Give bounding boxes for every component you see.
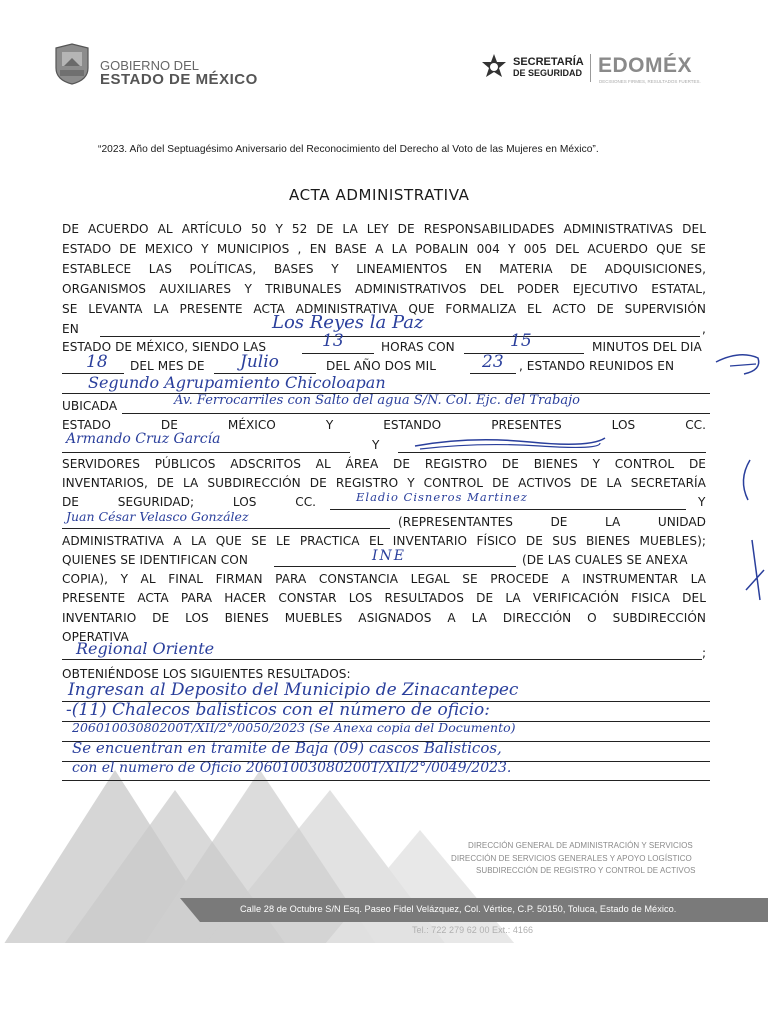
word: MÉXICO [227, 418, 276, 432]
field-line-anio [470, 373, 516, 374]
gobierno-line1: GOBIERNO DEL [100, 58, 199, 73]
intro-line: SE LEVANTA LA PRESENTE ACTA ADMINISTRATIVA QUE FORMALIZA EL ACTO DE SUPERVISIÓN [62, 302, 706, 316]
handwritten-result: 20601003080200T/XII/2°/0050/2023 (Se Anexa copia del Documento) [72, 720, 516, 735]
footer-phone: Tel.: 722 279 62 00 Ext.: 4166 [412, 925, 534, 935]
field-line-lugar [100, 336, 700, 337]
handwritten-cc2: Eladio Cisneros Martinez [356, 490, 528, 504]
handwritten-operativa: Regional Oriente [76, 639, 215, 658]
edomex-subtitle: DECISIONES FIRMES, RESULTADOS FUERTES. [599, 79, 701, 84]
header-divider [590, 54, 591, 82]
label-en: EN [62, 322, 79, 336]
field-line-ubicada [122, 413, 710, 414]
administrativa-line: ADMINISTRATIVA A LA QUE SE LE PRACTICA EL INVENTARIO FÍSICO DE SUS BIENES MUEBLES); [62, 534, 706, 548]
servidores-line: INVENTARIOS, DE LA SUBDIRECCIÓN DE REGISTRO Y CONTROL DE ACTIVOS DE LA SECRETARÍA [62, 476, 706, 490]
gobierno-logo [52, 42, 92, 86]
footer-address: Calle 28 de Octubre S/N Esq. Paseo Fidel Velázquez, Col. Vértice, C.P. 50150, Toluca, Estado de México. [240, 904, 677, 914]
handwritten-lugar: Los Reyes la Paz [272, 312, 424, 333]
footer-subdireccion: SUBDIRECCIÓN DE REGISTRO Y CONTROL DE ACTIVOS [476, 866, 696, 875]
word: UNIDAD [657, 515, 706, 529]
handwritten-minutos: 15 [510, 331, 532, 351]
word: CC. [295, 495, 316, 509]
word: DE [62, 495, 79, 509]
motto: “2023. Año del Septuagésimo Aniversario del Reconocimiento del Derecho al Voto de las Mujeres en México”. [98, 144, 599, 155]
word: PRESENTES [491, 418, 562, 432]
handwritten-cc1: Armando Cruz García [66, 431, 221, 447]
label-y: Y [372, 438, 380, 452]
handwritten-cc3: Juan César Velasco González [66, 509, 249, 524]
word: LOS [611, 418, 636, 432]
results-line [62, 780, 710, 781]
field-line-cc3 [62, 528, 390, 529]
label-op-end: ; [702, 646, 707, 660]
handwritten-identificacion: INE [372, 548, 406, 564]
row-de-seguridad [62, 496, 316, 508]
edomex-logo: EDOMÉX [598, 54, 693, 77]
label-quienes: QUIENES SE IDENTIFICAN CON [62, 553, 248, 567]
field-line-hora [302, 353, 374, 354]
word: DE [160, 418, 178, 432]
field-line-cc2 [330, 509, 686, 510]
handwritten-result: -(11) Chalecos balisticos con el número de oficio: [66, 700, 490, 720]
page-title: ACTA ADMINISTRATIVA [289, 186, 470, 204]
footer-dir-servicios: DIRECCIÓN DE SERVICIOS GENERALES Y APOYO LOGÍSTICO [451, 854, 692, 863]
intro-line: ESTABLECE LAS POLÍTICAS, BASES Y LINEAMIENTOS EN MATERIA DE ADQUISICIONES, [62, 262, 706, 276]
label-y2: Y [698, 495, 706, 509]
label-ubicada: UBICADA [62, 399, 118, 413]
copia-line: COPIA), Y AL FINAL FIRMAN PARA CONSTANCIA LEGAL SE PROCEDE A INSTRUMENTAR LA [62, 572, 706, 586]
label-del-mes-de: DEL MES DE [130, 359, 205, 373]
word: CC. [685, 418, 706, 432]
label-minutos-dia: MINUTOS DEL DIA [592, 340, 702, 354]
handwritten-result: con el numero de Oficio 20601003080200T/XII/2°/0049/2023. [72, 760, 512, 776]
presente-line: PRESENTE ACTA PARA HACER CONSTAR LOS RESULTADOS DE LA VERIFICACIÓN FISICA DEL [62, 591, 706, 605]
intro-line: ORGANISMOS AUXILIARES Y TRIBUNALES ADMINISTRATIVOS DEL PODER EJECUTIVO ESTATAL, [62, 282, 706, 296]
intro-line: ESTADO DE MEXICO Y MUNICIPIOS , EN BASE A LA POBALIN 004 Y 005 DEL ACUERDO QUE SE [62, 242, 706, 256]
field-line-operativa [62, 659, 702, 660]
handwritten-result: Ingresan al Deposito del Municipio de Zinacantepec [68, 680, 519, 700]
secretaria-seguridad-logo [480, 53, 508, 83]
word: DE [550, 515, 568, 529]
handwritten-ubicada: Av. Ferrocarriles con Salto del agua S/N. Col. Ejc. del Trabajo [174, 393, 580, 408]
label-horas-con: HORAS CON [381, 340, 455, 354]
label-operativa: OPERATIVA [62, 630, 129, 644]
handwritten-hora: 13 [322, 331, 344, 351]
label-obteniendose: OBTENIÉNDOSE LOS SIGUIENTES RESULTADOS: [62, 667, 351, 681]
handwritten-mes: Julio [240, 352, 279, 372]
row-estado-presentes [62, 419, 706, 431]
servidores-line: SERVIDORES PÚBLICOS ADSCRITOS AL ÁREA DE REGISTRO DE BIENES Y CONTROL DE [62, 457, 706, 471]
label-en-end: , [702, 322, 706, 336]
label-anexa: (DE LAS CUALES SE ANEXA [522, 553, 688, 567]
label-del-anio: DEL AÑO DOS MIL [326, 359, 437, 373]
word: ESTANDO [383, 418, 442, 432]
gobierno-line2: ESTADO DE MÉXICO [100, 71, 258, 88]
footer-dir-general: DIRECCIÓN GENERAL DE ADMINISTRACIÓN Y SERVICIOS [468, 841, 693, 850]
word: (REPRESENTANTES [398, 515, 513, 529]
label-estando-reunidos: , ESTANDO REUNIDOS EN [519, 359, 675, 373]
handwritten-reunidos: Segundo Agrupamiento Chicoloapan [88, 373, 386, 392]
inventario-line: INVENTARIO DE LOS BIENES MUEBLES ASIGNADOS A LA DIRECCIÓN O SUBDIRECCIÓN [62, 611, 706, 625]
field-line-cc1 [62, 452, 350, 453]
word: Y [325, 418, 334, 432]
handwritten-result: Se encuentran en tramite de Baja (09) cascos Balisticos, [72, 739, 502, 757]
field-line-identificacion [274, 566, 516, 567]
field-line-cc-blank [398, 452, 706, 453]
handwritten-dia: 18 [86, 352, 108, 372]
strike-scribble [410, 432, 610, 452]
row-representantes [398, 516, 706, 528]
handwritten-anio: 23 [482, 352, 504, 372]
secretaria-line2: DE SEGURIDAD [513, 68, 583, 78]
word: LA [605, 515, 621, 529]
word: LOS [232, 495, 257, 509]
word: ESTADO [62, 418, 111, 432]
margin-pen-marks [700, 340, 768, 630]
secretaria-line1: SECRETARÍA [513, 56, 584, 68]
label-estado-siendo: ESTADO DE MÉXICO, SIENDO LAS [62, 340, 267, 354]
intro-line: DE ACUERDO AL ARTÍCULO 50 Y 52 DE LA LEY DE RESPONSABILIDADES ADMINISTRATIVAS DEL [62, 222, 706, 236]
word: SEGURIDAD; [117, 495, 195, 509]
